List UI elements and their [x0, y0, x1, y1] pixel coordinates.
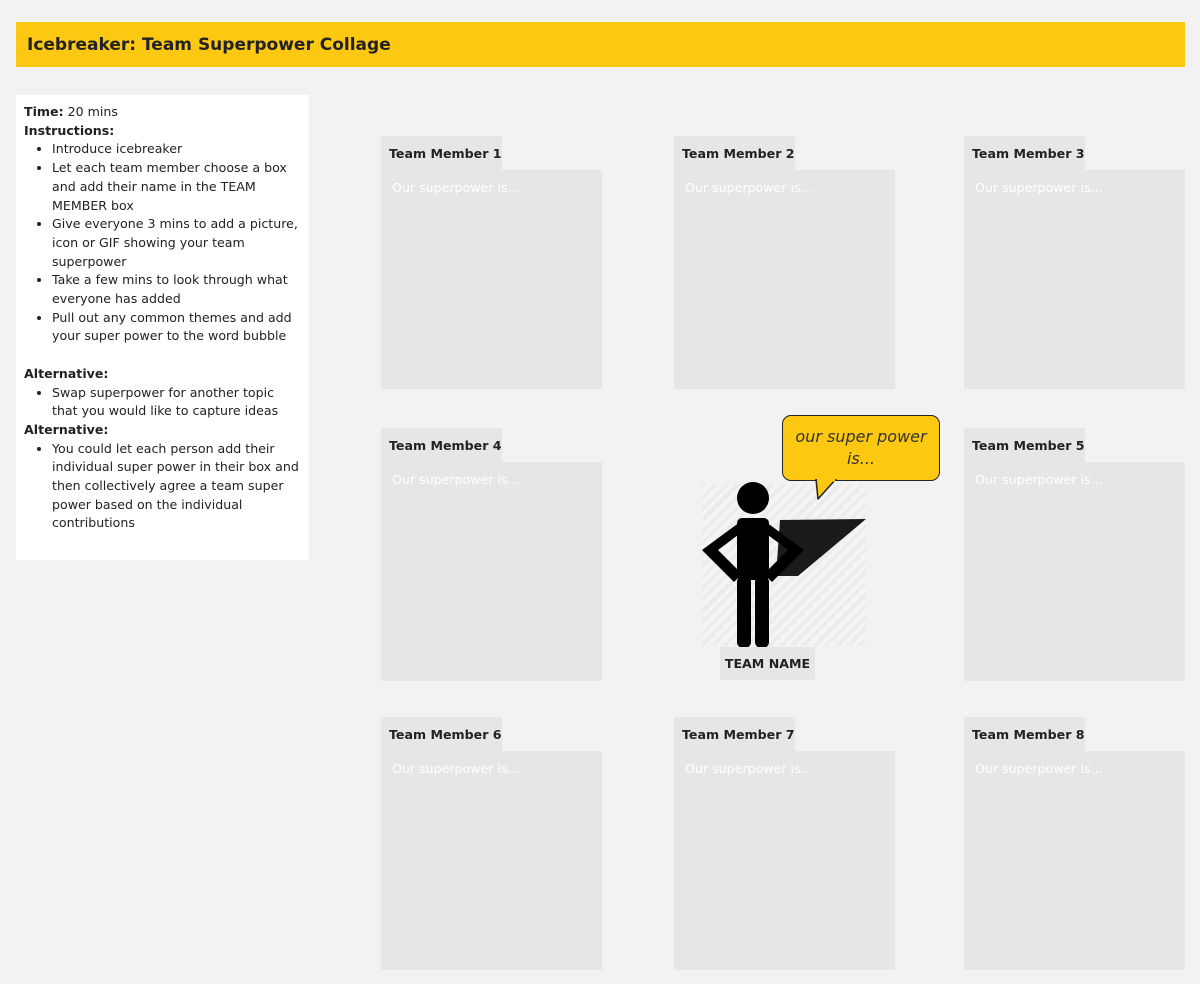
member-tab-1[interactable]: Team Member 1 — [381, 136, 502, 171]
hero-left-leg — [737, 576, 751, 648]
instructions-panel[interactable] — [16, 95, 309, 560]
member-tab-7[interactable]: Team Member 7 — [674, 717, 795, 752]
hero-left-arm — [702, 522, 742, 582]
speech-bubble[interactable] — [782, 415, 940, 481]
time-line — [24, 103, 301, 122]
alternative-list-2 — [24, 440, 301, 534]
member-tab-2[interactable]: Team Member 2 — [674, 136, 795, 171]
speech-bubble-tail — [812, 479, 840, 501]
time-label: Time: — [24, 104, 64, 119]
member-box-5[interactable] — [964, 462, 1185, 681]
member-box-6[interactable] — [381, 751, 602, 970]
member-box-placeholder: Our superpower is... — [392, 761, 520, 776]
alternative-heading-1 — [24, 365, 301, 384]
member-box-placeholder: Our superpower is... — [392, 180, 520, 195]
member-tab-4[interactable]: Team Member 4 — [381, 428, 502, 463]
member-box-placeholder: Our superpower is... — [685, 180, 813, 195]
member-box-placeholder: Our superpower is... — [392, 472, 520, 487]
alternative-item: • Swap superpower for another topic that you would like to capture ideas — [52, 384, 301, 421]
hero-right-leg — [755, 576, 769, 648]
member-box-7[interactable] — [674, 751, 895, 970]
hero-torso — [737, 518, 769, 580]
board-title: Icebreaker: Team Superpower Collage — [27, 34, 391, 55]
member-tab-6[interactable]: Team Member 6 — [381, 717, 502, 752]
superhero-icon[interactable] — [700, 480, 870, 652]
hero-head — [737, 482, 769, 514]
member-tab-8[interactable]: Team Member 8 — [964, 717, 1085, 752]
instruction-step: • Introduce icebreaker — [52, 140, 301, 159]
instruction-step: • Pull out any common themes and add your super power to the word bubble — [52, 309, 301, 346]
member-tab-5[interactable]: Team Member 5 — [964, 428, 1085, 463]
spacer — [24, 346, 301, 365]
team-name-label[interactable]: TEAM NAME — [720, 647, 815, 680]
member-box-placeholder: Our superpower is... — [685, 761, 813, 776]
speech-bubble-text: our super power is... — [795, 427, 927, 468]
title-banner — [16, 22, 1185, 67]
time-value: 20 mins — [63, 104, 118, 119]
member-box-3[interactable] — [964, 170, 1185, 389]
instruction-step: • Take a few mins to look through what everyone has added — [52, 271, 301, 308]
member-box-2[interactable] — [674, 170, 895, 389]
member-box-placeholder: Our superpower is... — [975, 472, 1103, 487]
instruction-step: • Give everyone 3 mins to add a picture, icon or GIF showing your team superpower — [52, 215, 301, 271]
alternative-label: Alternative: — [24, 365, 109, 381]
member-box-1[interactable] — [381, 170, 602, 389]
instructions-heading — [24, 122, 301, 141]
instruction-step: • Let each team member choose a box and add their name in the TEAM MEMBER box — [52, 159, 301, 215]
member-box-placeholder: Our superpower is... — [975, 761, 1103, 776]
member-tab-3[interactable]: Team Member 3 — [964, 136, 1085, 171]
member-box-placeholder: Our superpower is... — [975, 180, 1103, 195]
member-box-4[interactable] — [381, 462, 602, 681]
alternative-item: • You could let each person add their individual super power in their box and then collectively agree a team super power based on the individual contributions — [52, 440, 301, 534]
instructions-label: Instructions: — [24, 122, 115, 138]
alternative-list-1 — [24, 384, 301, 421]
instructions-list — [24, 140, 301, 346]
member-box-8[interactable] — [964, 751, 1185, 970]
alternative-label: Alternative: — [24, 421, 109, 437]
alternative-heading-2 — [24, 421, 301, 440]
